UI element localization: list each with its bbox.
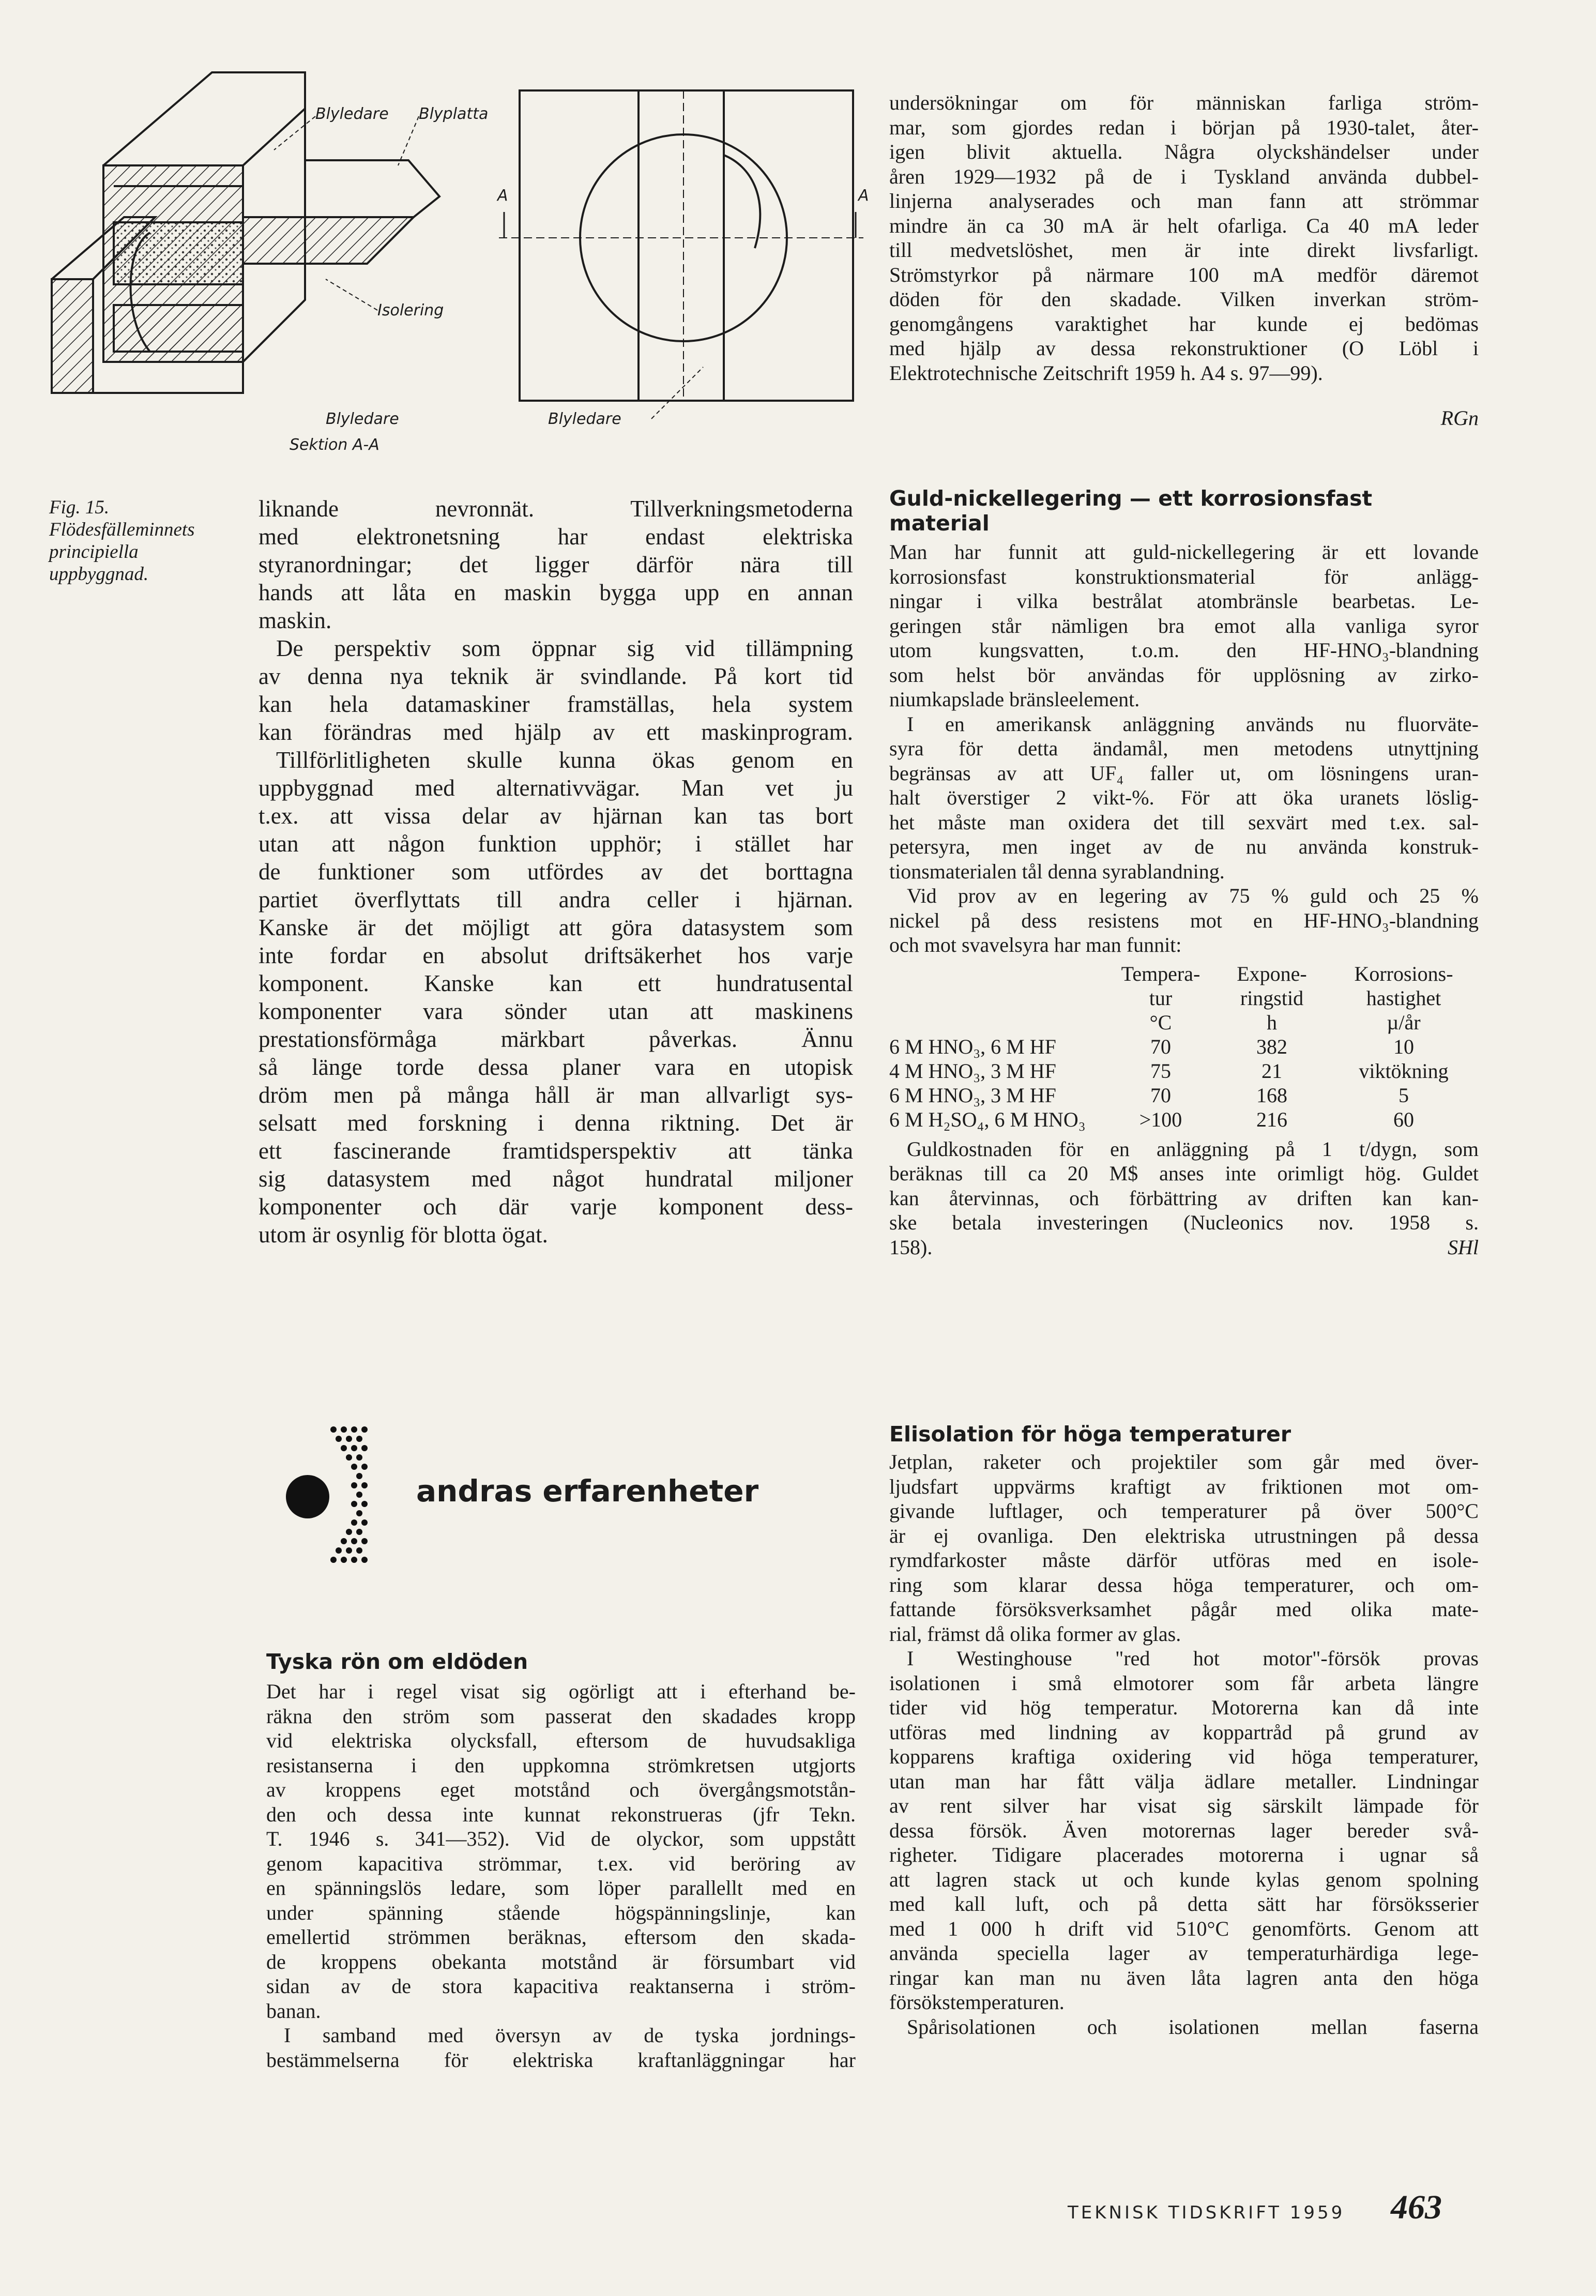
text-line: prestationsförmåga märkbart påverkas. Ännu [259, 1026, 853, 1052]
text-line: ett fascinerande framtidsperspektiv att tänka [259, 1138, 853, 1164]
col-header-time: Expone- ringstid h [1237, 962, 1307, 1034]
author-signature: RGn [1440, 406, 1479, 430]
text-line: I Westinghouse "red hot motor"-försök provas [907, 1647, 1479, 1670]
text-line: korrosionsfast konstruktionsmaterial för anlägg- [889, 565, 1479, 588]
text-line: Tillförlitligheten skulle kunna ökas genom en [276, 747, 853, 773]
text-line: geringen står nämligen bra emot alla vanliga syror [889, 614, 1479, 637]
text-line: dröm men på många håll är man allvarligt sys- [259, 1082, 853, 1108]
right-top-text [889, 90, 1479, 451]
text-line: utan att någon funktion upphör; i stället har [259, 831, 853, 857]
text-line: ringar kan man nu även låta lagren anta den höga [889, 1966, 1479, 1989]
text-line: som helst bör användas för upplösning av zirko- [889, 663, 1479, 687]
col-header-temp: Tempera- tur °C [1121, 962, 1200, 1034]
text-line: med kall luft, och på detta sätt har försöksserier [889, 1892, 1479, 1915]
text-line: komponenter vara sönder utan att maskinens [259, 998, 853, 1024]
article-heading: Tyska rön om eldöden [266, 1649, 528, 1674]
text-line: ljudsfart uppvärms kraftigt av friktionen mot om- [889, 1474, 1479, 1498]
text-line: mar, som gjordes redan i början på 1930-talet, åter- [889, 115, 1479, 139]
text-line: mindre än ca 30 mA är helt ofarliga. Ca 40 mA leder [889, 214, 1479, 237]
text-line: ske betala investeringen (Nucleonics nov. 1958 s. [889, 1211, 1479, 1234]
text-line: Elektrotechnische Zeitschrift 1959 h. A4 s. 97—99). [889, 361, 1323, 385]
text-line: I en amerikansk anläggning används nu fluorväte- [907, 712, 1479, 736]
text-line: syra för detta ändamål, men metodens utnyttjning [889, 737, 1479, 760]
text-line: undersökningar om för människan farliga ström- [889, 91, 1479, 114]
author-signature: SHl [1448, 1235, 1479, 1259]
article-elisolation [889, 1422, 1479, 2039]
text-line: liknande nevronnät. Tillverkningsmetoderna [259, 496, 853, 522]
article-guld [889, 486, 1479, 1259]
label-a-left: A [497, 187, 508, 205]
table-row: 6 M HNO₃, 3 M HF 70 168 5 [889, 1083, 1409, 1107]
text-line: Jetplan, raketer och projektiler som går med över- [889, 1450, 1479, 1473]
text-line: 158). [889, 1235, 933, 1259]
text-line: righeter. Tidigare placerades motorerna i ugnar så [889, 1843, 1479, 1866]
text-line: ring som klarar dessa höga temperaturer, och om- [889, 1573, 1479, 1596]
text-line: en spänningslös ledare, som löper parallellt med en [266, 1876, 856, 1899]
text-line: kan återvinnas, och förbättring av driften kan kan- [889, 1186, 1479, 1210]
text-line: den och dessa inte kunnat rekonstrueras (jfr Tekn. [266, 1802, 856, 1826]
text-line: försökstemperaturen. [889, 1990, 1065, 2014]
text-line: begränsas av att UF₄ faller ut, om lösningens uran- [889, 761, 1479, 785]
text-line: genomgångens varaktighet har kunde ej bedömas [889, 312, 1479, 336]
text-line: givande luftlager, och temperaturer på över 500°C [889, 1499, 1479, 1523]
text-line: kan förändras med hjälp av ett maskinprogram. [259, 719, 853, 745]
text-line: så länge torde dessa planer vara en utopisk [259, 1054, 853, 1080]
label-blyledare-right: Blyledare [548, 410, 621, 428]
text-line: hands att låta en maskin bygga upp en annan [259, 580, 853, 605]
text-line: selsatt med forskning i denna riktning. Det är [259, 1110, 853, 1136]
text-line: de kroppens obekanta motstånd är försumbart vid [266, 1950, 856, 1973]
text-line: utan man har fått välja ädlare metaller. Lindningar [889, 1769, 1479, 1793]
text-line: Strömstyrkor på närmare 100 mA medför däremot [889, 263, 1479, 286]
figure-caption: Fig. 15. Flödesfälleminnets principiella uppbyggnad. [49, 497, 195, 585]
text-line: av rent silver har visat sig särskilt lämpade för [889, 1794, 1479, 1817]
text-line: styranordningar; det ligger därför nära till [259, 552, 853, 577]
corrosion-table [889, 962, 1479, 1132]
label-blyplatta: Blyplatta [419, 105, 489, 123]
text-line: Guldkostnaden för en anläggning på 1 t/dygn, som [907, 1137, 1479, 1161]
text-line: med elektronetsning har endast elektriska [259, 524, 853, 550]
text-line: beräknas till ca 20 M$ anses inte orimligt hög. Guldet [889, 1162, 1479, 1185]
text-line: av denna nya teknik är svindlande. På kort tid [259, 663, 853, 689]
text-line: kopparens kraftiga oxidering vid höga temperaturer, [889, 1745, 1479, 1768]
text-line: nickel på dess resistens mot en HF-HNO₃-blandning [889, 908, 1479, 932]
text-line: utom kungsvatten, t.o.m. den HF-HNO₃-blandning [889, 638, 1479, 662]
text-line: De perspektiv som öppnar sig vid tillämpning [276, 635, 853, 661]
text-line: komponent. Kanske kan ett hundratusental [259, 970, 853, 996]
text-line: inte fordar en absolut driftsäkerhet hos varje [259, 942, 853, 968]
text-line: uppbyggnad med alternativvägar. Man vet ju [259, 775, 853, 801]
table-row: 4 M HNO₃, 3 M HF 75 21 viktökning [889, 1059, 1449, 1083]
text-line: under spänning stående högspänningslinje, kan [266, 1900, 856, 1924]
text-line: med 1 000 h drift vid 510°C genomförts. Genom att [889, 1917, 1479, 1940]
text-line: fattande försöksverksamhet pågår med olika mate- [889, 1598, 1479, 1621]
text-line: emellertid strömmen beräknas, eftersom den skada- [266, 1925, 856, 1949]
article-tyska [266, 1649, 856, 2072]
table-row: 6 M H₂SO₄, 6 M HNO₃ >100 216 60 [889, 1107, 1414, 1131]
text-line: kan hela datamaskiner framställas, hela system [259, 691, 853, 717]
label-isolering: Isolering [377, 301, 444, 320]
section-title: andras erfarenheter [416, 1473, 759, 1509]
text-line: sig datasystem med något hundratal miljoner [259, 1166, 853, 1192]
text-line: resistanserna i den uppkomna strömkretsen utgjorts [266, 1753, 856, 1777]
page-number: 463 [1391, 2188, 1442, 2226]
text-line: het måste man oxidera det till sexvärt med t.ex. sal- [889, 810, 1479, 834]
text-line: komponenter och där varje komponent dess- [259, 1194, 853, 1220]
text-line: till medvetslöshet, men är inte direkt livsfarligt. [889, 238, 1479, 262]
text-line: isolationen i små elmotorer som får arbeta längre [889, 1671, 1479, 1695]
text-line: att lagren stack ut och kunde kylas genom spolning [889, 1867, 1479, 1891]
label-blyledare-bottom: Blyledare [326, 410, 399, 428]
text-line: är ej ovanliga. Den elektriska utrustningen på dessa [889, 1524, 1479, 1547]
text-line: vid elektriska olycksfall, eftersom de huvudsakliga [266, 1729, 856, 1752]
article-heading: Guld-nickellegering — ett korrosionsfast material [889, 486, 1373, 536]
text-line: rial, främst då olika former av glas. [889, 1622, 1181, 1646]
text-line: Det har i regel visat sig ogörligt att i efterhand be- [266, 1680, 856, 1703]
label-blyledare-top: Blyledare [315, 105, 389, 123]
text-line: och mot svavelsyra har man funnit: [889, 933, 1182, 956]
label-sektion: Sektion A-A [290, 436, 379, 454]
text-line: tider vid hög temperatur. Motorerna kan då inte [889, 1696, 1479, 1719]
figure-15 [36, 62, 874, 465]
text-line: utom är osynlig för blotta ögat. [259, 1222, 548, 1248]
text-line: I samband med översyn av de tyska jordnings- [284, 2024, 856, 2047]
text-line: Spårisolationen och isolationen mellan faserna [907, 2015, 1479, 2039]
text-line: de funktioner som utfördes av det borttagna [259, 859, 853, 885]
left-column-text [259, 495, 853, 1249]
col-header-rate: Korrosions- hastighet µ/år [1354, 962, 1453, 1034]
text-line: döden för den skadade. Vilken inverkan ström- [889, 287, 1479, 311]
text-line: genom kapacitiva strömmar, t.ex. vid beröring av [266, 1851, 856, 1875]
text-line: med hjälp av dessa rekonstruktioner (O Löbl i [889, 337, 1479, 360]
text-line: maskin. [259, 607, 332, 633]
article-heading: Elisolation för höga temperaturer [889, 1422, 1291, 1447]
label-a-right: A [858, 187, 869, 205]
text-line: petersyra, men inget av de nu använda konstruk- [889, 835, 1479, 858]
table-row: 6 M HNO₃, 6 M HF 70 382 10 [889, 1035, 1414, 1058]
text-line: linjerna analyserades och man fann att strömmar [889, 189, 1479, 212]
text-line: T. 1946 s. 341—352). Vid de olyckor, som uppstått [266, 1827, 856, 1850]
text-line: Kanske är det möjligt att göra datasystem som [259, 915, 853, 940]
text-line: dessa försök. Även motorernas lager bereder svå- [889, 1818, 1479, 1842]
text-line: niumkapslade bränsleelement. [889, 688, 1140, 711]
text-line: t.ex. att vissa delar av hjärnan kan tas bort [259, 803, 853, 829]
text-line: tionsmaterialen tål denna syrablandning. [889, 859, 1225, 883]
text-line: utföras med lindning av koppartråd på grund av [889, 1720, 1479, 1744]
section-logo [282, 1422, 375, 1577]
text-line: av kroppens eget motstånd och övergångsmotstån- [266, 1778, 856, 1801]
text-line: Vid prov av en legering av 75 % guld och 25 % [907, 884, 1479, 907]
footer-journal: TEKNISK TIDSKRIFT 1959 [1068, 2202, 1345, 2223]
text-line: partiet överflyttats till andra celler i hjärnan. [259, 887, 853, 913]
text-line: banan. [266, 1999, 321, 2023]
text-line: åren 1929—1932 på de i Tyskland använda dubbel- [889, 164, 1479, 188]
text-line: använda speciella lager av temperaturhärdiga lege- [889, 1941, 1479, 1965]
text-line: halt överstiger 2 vikt-%. För att öka uranets löslig- [889, 786, 1479, 809]
text-line: sidan av de stora kapacitiva reaktanserna i ström- [266, 1974, 856, 1998]
text-line: bestämmelserna för elektriska kraftanläggningar har [266, 2048, 856, 2072]
text-line: rymdfarkoster måste därför utföras med en isole- [889, 1548, 1479, 1572]
text-line: Man har funnit att guld-nickellegering är ett lovande [889, 540, 1479, 564]
text-line: räkna den ström som passerat den skadades kropp [266, 1704, 856, 1728]
text-line: ningar i vilka bestrålat atombränsle bearbetas. Le- [889, 589, 1479, 613]
text-line: igen blivit aktuella. Några olyckshändelser under [889, 140, 1479, 163]
